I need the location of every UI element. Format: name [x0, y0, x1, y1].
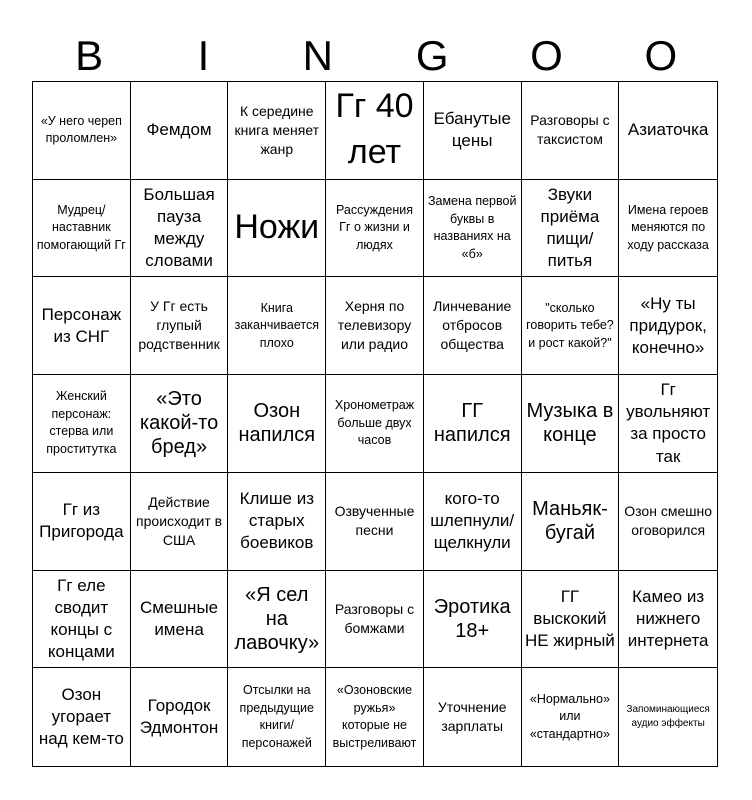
bingo-cell[interactable]: Звуки приёма пищи/ питья [522, 180, 620, 278]
bingo-grid [32, 81, 718, 767]
bingo-cell[interactable]: К середине книга меняет жанр [228, 82, 326, 180]
bingo-cell[interactable]: «Это какой-то бред» [131, 375, 229, 473]
bingo-cell[interactable]: Персонаж из СНГ [33, 277, 131, 375]
bingo-header [32, 30, 718, 82]
bingo-cell[interactable]: Запоминающиеся аудио эффекты [626, 704, 710, 730]
bingo-cell[interactable]: Клише из старых боевиков [228, 473, 326, 571]
bingo-cell[interactable]: Отсылки на предыдущие книги/ персонажей [228, 668, 326, 766]
bingo-cell[interactable]: «У него череп проломлен» [33, 82, 131, 180]
bingo-cell[interactable]: Уточнение зарплаты [424, 668, 522, 766]
bingo-cell[interactable]: Маньяк-бугай [522, 473, 620, 571]
bingo-cell[interactable]: Камео из нижнего интернета [619, 571, 717, 669]
bingo-cell[interactable]: Озон угорает над кем-то [33, 668, 131, 766]
header-letter-b: B [75, 32, 104, 79]
bingo-cell[interactable]: Ебанутые цены [424, 82, 522, 180]
bingo-cell[interactable]: ГГ напился [424, 375, 522, 473]
bingo-cell[interactable]: Ножи [228, 180, 326, 278]
bingo-cell[interactable]: Херня по телевизору или радио [326, 277, 424, 375]
bingo-cell[interactable]: Хронометраж больше двух часов [326, 375, 424, 473]
bingo-cell[interactable]: Разговоры с таксистом [522, 82, 620, 180]
bingo-cell[interactable]: Замена первой буквы в названиях на «б» [424, 180, 522, 278]
bingo-cell[interactable]: «Ну ты придурок, конечно» [619, 277, 717, 375]
bingo-cell[interactable]: Действие происходит в США [131, 473, 229, 571]
bingo-cell[interactable]: Большая пауза между словами [131, 180, 229, 278]
bingo-cell[interactable]: Гг еле сводит концы с концами [33, 571, 131, 669]
header-letter-i: I [197, 32, 210, 79]
bingo-cell[interactable]: У Гг есть глупый родственник [131, 277, 229, 375]
bingo-cell[interactable]: Разговоры с бомжами [326, 571, 424, 669]
bingo-cell[interactable]: Имена героев меняются по ходу рассказа [619, 180, 717, 278]
bingo-cell[interactable]: Гг 40 лет [326, 82, 424, 180]
bingo-cell[interactable]: "сколько говорить тебе? и рост какой?" [522, 277, 620, 375]
bingo-cell[interactable]: ГГ выскокий НЕ жирный [522, 571, 620, 669]
header-letter-o: O [530, 32, 563, 79]
bingo-cell[interactable]: Музыка в конце [522, 375, 620, 473]
bingo-cell[interactable]: Азиаточка [619, 82, 717, 180]
bingo-cell[interactable]: Городок Эдмонтон [131, 668, 229, 766]
bingo-cell[interactable]: Озон напился [228, 375, 326, 473]
header-letter-n: N [302, 32, 333, 79]
bingo-cell[interactable]: кого-то шлепнули/ щелкнули [424, 473, 522, 571]
bingo-cell[interactable]: Эротика 18+ [424, 571, 522, 669]
bingo-cell[interactable]: Гг увольняют за просто так [619, 375, 717, 473]
bingo-cell[interactable]: «Нормально» или «стандартно» [522, 668, 620, 766]
bingo-cell[interactable]: Мудрец/ наставник помогающий Гг [33, 180, 131, 278]
bingo-cell[interactable]: «Озоновские ружья» которые не выстреливают [326, 668, 424, 766]
bingo-cell[interactable]: Озон смешно оговорился [619, 473, 717, 571]
bingo-cell[interactable]: Рассуждения Гг о жизни и людях [326, 180, 424, 278]
bingo-cell[interactable]: Фемдом [131, 82, 229, 180]
bingo-cell[interactable]: Линчевание отбросов общества [424, 277, 522, 375]
bingo-cell[interactable]: Женский персонаж: стерва или проститутка [33, 375, 131, 473]
bingo-cell[interactable]: «Я сел на лавочку» [228, 571, 326, 669]
header-letter-o-2: O [644, 32, 678, 79]
bingo-cell[interactable]: Смешные имена [131, 571, 229, 669]
bingo-cell[interactable]: Озвученные песни [326, 473, 424, 571]
bingo-cell[interactable]: Гг из Пригорода [33, 473, 131, 571]
bingo-cell[interactable]: Книга заканчивается плохо [228, 277, 326, 375]
header-letter-g: G [415, 32, 449, 79]
